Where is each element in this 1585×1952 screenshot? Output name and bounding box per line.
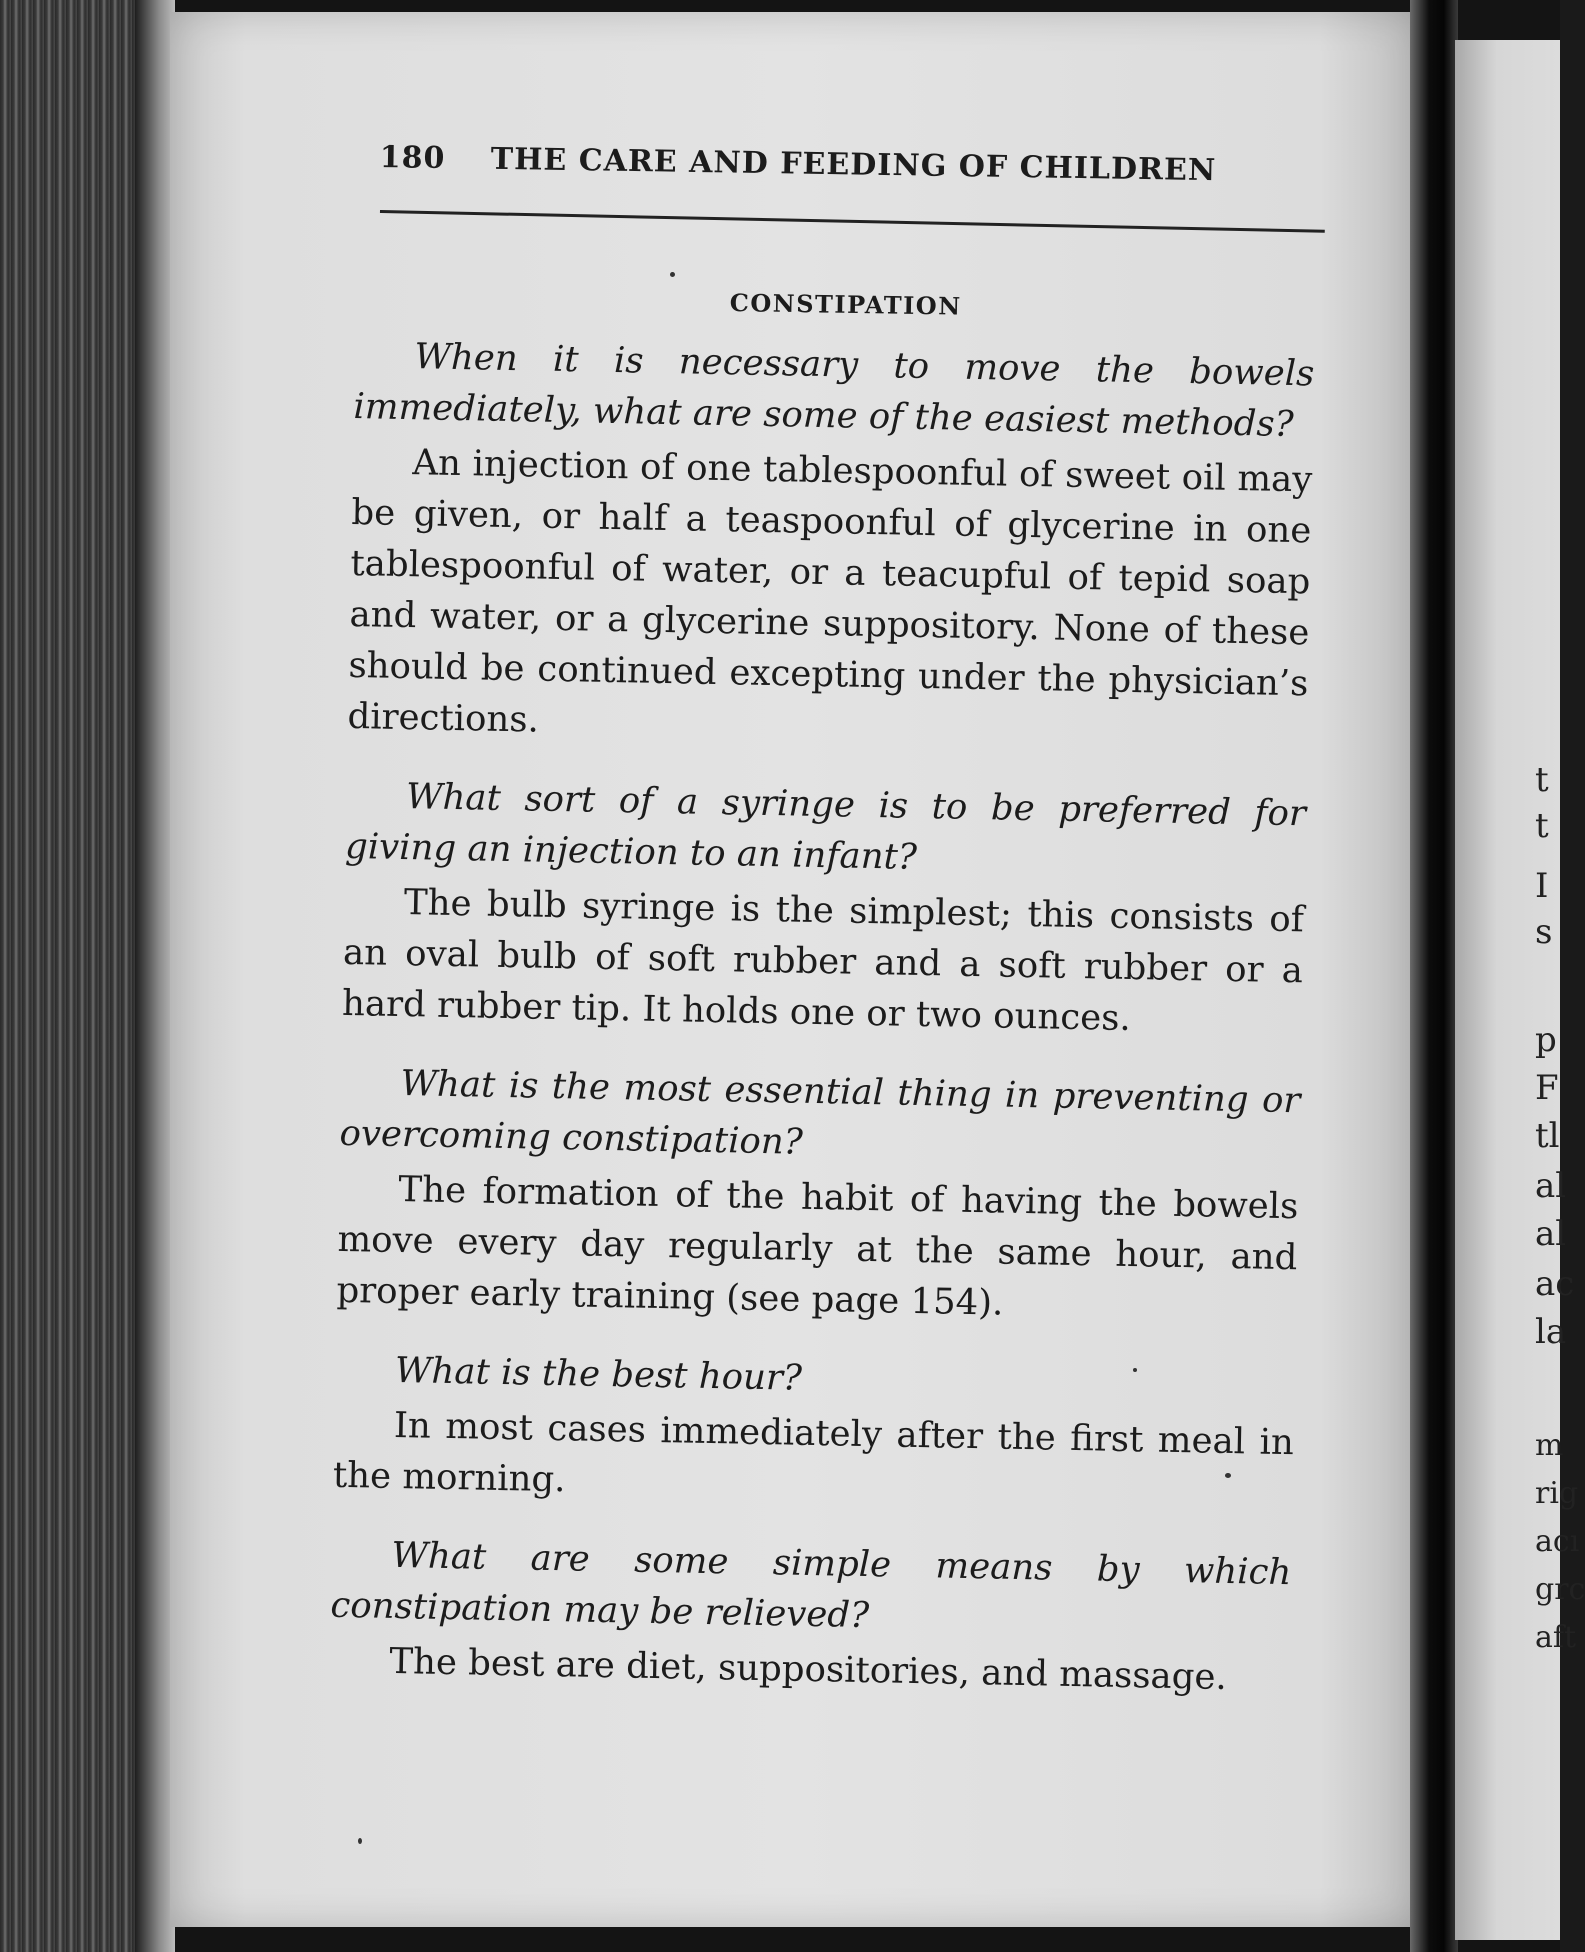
facing-page-fragment: tl (1535, 1116, 1560, 1156)
facing-page-fragment: rig (1535, 1476, 1579, 1511)
answer-text: The formation of the habit of having the bowels move every day regularly at the same hour, and proper early training (see page 154). (336, 1168, 1299, 1324)
scan-speck (358, 1838, 362, 1844)
facing-page (1455, 40, 1560, 1940)
answer-text: The bulb syringe is the simplest; this consists of an oval bulb of soft rubber and a soft rubber or a hard rubber tip. It holds one or two ounces. (341, 882, 1305, 1040)
question-text: What is the best hour? (394, 1349, 803, 1399)
facing-page-fragment: la (1535, 1312, 1567, 1352)
facing-page-fragment: al (1535, 1166, 1567, 1206)
facing-page-fragment: p (1535, 1020, 1557, 1060)
question-text: What sort of a syringe is to be preferred for giving an injection to an infant? (344, 776, 1307, 878)
facing-page-fragment: t (1535, 760, 1549, 800)
facing-page-fragment: m (1535, 1428, 1564, 1463)
question-text: When it is necessary to move the bowels immediately, what are some of the easiest methods? (353, 336, 1315, 446)
answer-text: In most cases immediately after the first meal in the morning. (332, 1404, 1295, 1501)
section-heading: CONSTIPATION (729, 288, 962, 321)
book-page-edges (0, 0, 175, 1952)
facing-page-fragment: al (1535, 1214, 1567, 1254)
scan-speck (1225, 1473, 1231, 1478)
facing-page-fragment: ac (1535, 1264, 1575, 1304)
page-number: 180 (379, 140, 446, 177)
facing-page-fragment: I (1535, 866, 1549, 906)
book-gutter (1410, 0, 1458, 1952)
scan-speck (670, 272, 675, 277)
question-text: What is the most essential thing in preventing or overcoming constipation? (339, 1063, 1301, 1163)
facing-page-fragment: acı (1535, 1524, 1580, 1559)
facing-page-fragment: aft (1535, 1620, 1577, 1655)
answer-text: An injection of one tablespoonful of sweet oil may be given, or half a teaspoonful of glycerine in one tablespoonful of water, or a teacupful of tepid soap and water, or a glycerine suppository. None of these should be continued excepting under the physician’s directions. (347, 442, 1313, 741)
facing-page-fragment: s (1535, 912, 1553, 952)
book-title: THE CARE AND FEEDING OF CHILDREN (490, 141, 1217, 189)
facing-page-fragment: t (1535, 806, 1549, 846)
page-body (329, 330, 1315, 1704)
question-text: What are some simple means by which constipation may be relieved? (330, 1534, 1292, 1637)
facing-page-fragment: F (1535, 1068, 1559, 1108)
facing-page-fragment: grc (1535, 1572, 1585, 1607)
scan-speck (1133, 1368, 1137, 1372)
answer-text: The best are diet, suppositories, and massage. (389, 1640, 1228, 1698)
